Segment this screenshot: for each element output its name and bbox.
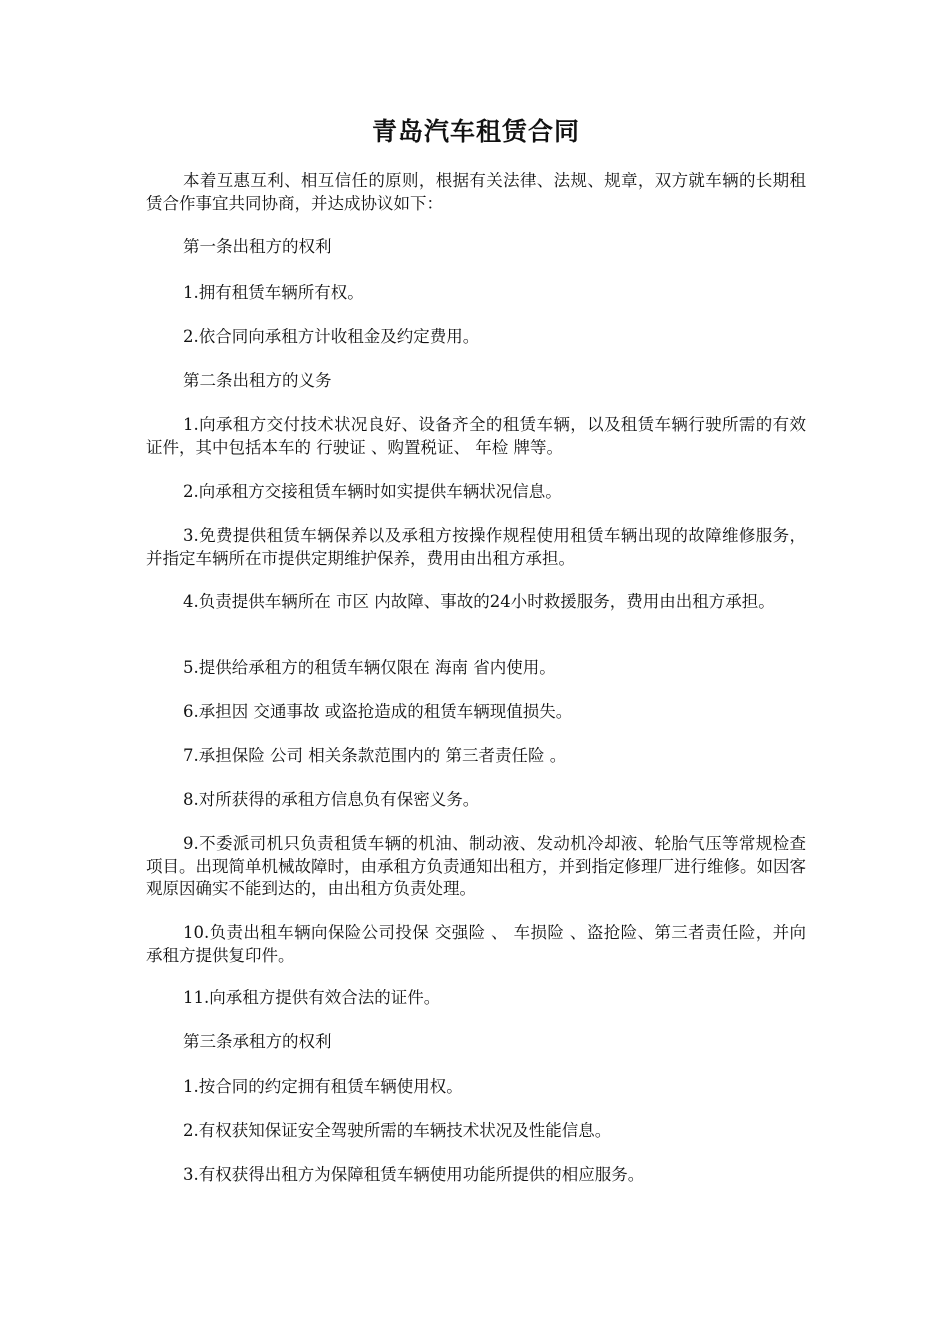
section1-item-1: 1.拥有租赁车辆所有权。 bbox=[183, 283, 364, 302]
section2-item-5: 5.提供给承租方的租赁车辆仅限在 海南 省内使用。 bbox=[183, 658, 556, 677]
section2-item-8: 8.对所获得的承租方信息负有保密义务。 bbox=[183, 790, 480, 809]
section2-item-1: 1.向承租方交付技术状况良好、设备齐全的租赁车辆，以及租赁车辆行驶所需的有效证件，其中包括本车的 行驶证 、购置税证、 年检 牌等。 bbox=[146, 415, 806, 457]
section2-item-11: 11.向承租方提供有效合法的证件。 bbox=[183, 988, 441, 1007]
section2-item-6: 6.承担因 交通事故 或盗抢造成的租赁车辆现值损失。 bbox=[183, 702, 573, 721]
intro-paragraph: 本着互惠互利、相互信任的原则，根据有关法律、法规、规章，双方就车辆的长期租赁合作事宜共同协商，并达成协议如下： bbox=[146, 171, 806, 213]
section2-item-7: 7.承担保险 公司 相关条款范围内的 第三者责任险 。 bbox=[183, 746, 567, 765]
section1-item-2: 2.依合同向承租方计收租金及约定费用。 bbox=[183, 327, 480, 346]
section2-item-2: 2.向承租方交接租赁车辆时如实提供车辆状况信息。 bbox=[183, 482, 562, 501]
section3-item-2: 2.有权获知保证安全驾驶所需的车辆技术状况及性能信息。 bbox=[183, 1121, 612, 1140]
section2-item-3: 3.免费提供租赁车辆保养以及承租方按操作规程使用租赁车辆出现的故障维修服务，并指定车辆所在市提供定期维护保养，费用由出租方承担。 bbox=[146, 526, 806, 568]
section2-heading: 第二条出租方的义务 bbox=[183, 371, 332, 390]
section3-item-3: 3.有权获得出租方为保障租赁车辆使用功能所提供的相应服务。 bbox=[183, 1165, 645, 1184]
section2-item-9: 9.不委派司机只负责租赁车辆的机油、制动液、发动机冷却液、轮胎气压等常规检查项目。出现简单机械故障时，由承租方负责通知出租方，并到指定修理厂进行维修。如因客观原因确实不能到达的，由出租方负责处理。 bbox=[146, 834, 806, 898]
section2-item-10: 10.负责出租车辆向保险公司投保 交强险 、 车损险 、盗抢险、第三者责任险，并向承租方提供复印件。 bbox=[146, 923, 806, 965]
section3-heading: 第三条承租方的权利 bbox=[183, 1032, 332, 1051]
document-title: 青岛汽车租赁合同 bbox=[371, 117, 580, 146]
section2-item-4: 4.负责提供车辆所在 市区 内故障、事故的24小时救援服务，费用由出租方承担。 bbox=[183, 592, 775, 611]
section1-heading: 第一条出租方的权利 bbox=[183, 237, 332, 256]
section3-item-1: 1.按合同的约定拥有租赁车辆使用权。 bbox=[183, 1077, 463, 1096]
